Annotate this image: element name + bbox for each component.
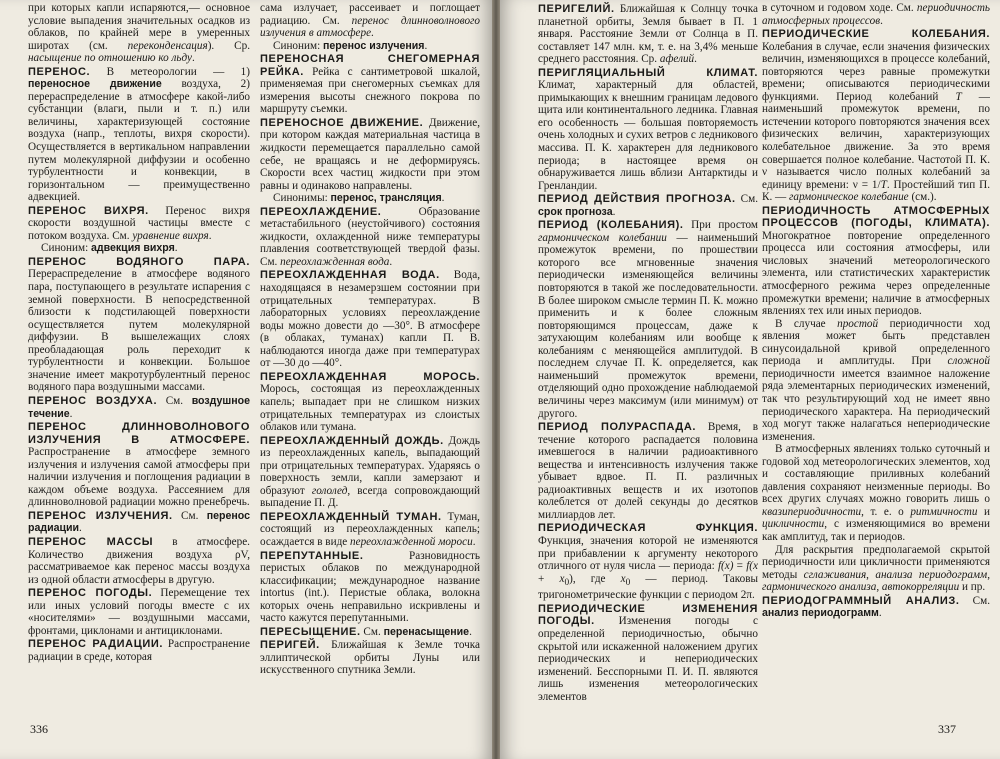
dictionary-entry: в суточном и годовом ходе. См. периодичность атмосферных процессов. (762, 2, 990, 27)
dictionary-entry: при которых капли испаряются,— основное условие выпадения значительных осадков из облаков, по крайней мере в умеренных широтах (см. переконденсация). Ср. насыщение по отношению ко льду. (28, 2, 250, 65)
dictionary-entry: Для раскрытия предполагаемой скрытой периодичности или цикличности применяются методы сглаживания, анализа периодограмм, гармонического анализа, автокорреляции и пр. (762, 543, 990, 594)
dictionary-entry: ПЕРЕПУТАННЫЕ. Разновидность перистых облаков по международной классификации; международное название intortus (int.). Перистые облака, волокна которых очень неправильно искривлены и часто кажутся перепутанными. (260, 549, 480, 625)
dictionary-entry: ПЕРЕОХЛАЖДЕННАЯ МОРОСЬ. Морось, состоящая из переохлажденных капель; выпадает при не слишком низких отрицательных температурах из слоистых облаков или тумана. (260, 370, 480, 434)
dictionary-entry: ПЕРИГЛЯЦИАЛЬНЫЙ КЛИМАТ. Климат, характерный для областей, примыкающих к внешним границам ледового щита или континентального ледника. Главная его особенность — большая повторяемость очень холодных и сухих ветров с ледникового массива. П. К. характерен для ледникового периода; в настоящее время он обнаруживается лишь вблизи Антарктиды и Гренландии. (538, 66, 758, 192)
dictionary-entry: ПЕРЕНОС ДЛИННОВОЛНОВОГО ИЗЛУЧЕНИЯ В АТМОСФЕРЕ. Распространение в атмосфере земного излучения и излучения самой атмосферы при наличии излучения и поглощения радиации в каждом объеме воздуха. Рассеянием для длинноволновой радиации можно пренебречь. (28, 421, 250, 509)
dictionary-entry: ПЕРИГЕЙ. Ближайшая к Земле точка эллиптической орбиты Луны или искусственного спутника Земли. (260, 639, 480, 677)
right-page (500, 0, 1000, 759)
dictionary-entry: ПЕРИОД (КОЛЕБАНИЯ). При простом гармоническом колебании — наименьший промежуток времени, по прошествии которого все мгновенные значения периодически изменяющейся величины повторяются в такой же последовательности. В более широком смысле термин П. К. можно применить и к более сложным повторяющимся процессам, даже к затухающим колебаниям или вообще к колебаниям с меняющейся амплитудой. В последнем случае П. К. определяется, как наименьший промежуток времени, отделяющий одно прохождение наблюдаемой величины через максимум (или минимум) от другого. (538, 219, 758, 420)
left-page-column-1 (28, 2, 250, 663)
dictionary-entry: ПЕРИОД ПОЛУРАСПАДА. Время, в течение которого распадается половина имевшегося в наличии радиоактивного вещества и интенсивность излучения также убывает вдвое. П. П. различных радиоактивных веществ и их изотопов колеблется от долей секунды до десятков миллиардов лет. (538, 421, 758, 521)
page-number-right: 337 (938, 722, 956, 736)
dictionary-entry: ПЕРИОДОГРАММНЫЙ АНАЛИЗ. См. анализ периодограмм. (762, 594, 990, 620)
dictionary-entry: ПЕРЕНОС МАССЫ в атмосфере. Количество движения воздуха ρV, рассматриваемое как перенос массы воздуха из одной области атмосферы в другую. (28, 535, 250, 586)
dictionary-entry: ПЕРИОД ДЕЙСТВИЯ ПРОГНОЗА. См. срок прогноза. (538, 193, 758, 218)
dictionary-entry: ПЕРЕНОСНОЕ ДВИЖЕНИЕ. Движение, при котором каждая материальная частица в жидкости перемещается параллельно самой себе, не вращаясь и не деформируясь. Скорости всех частиц жидкости при этом равны и одинаково направлены. (260, 116, 480, 192)
dictionary-entry: Синоним: адвекция вихря. (41, 242, 178, 255)
dictionary-entry: ПЕРЕОХЛАЖДЕННАЯ ВОДА. Вода, находящаяся в незамерзшем состоянии при отрицательных температурах. В лабораторных условиях переохлаждение воды можно довести до —30°. В атмосфере (в облаках, туманах) капли П. В. наблюдаются иногда даже при температурах от —30 до —40°. (260, 269, 480, 370)
book-gutter (492, 0, 500, 759)
right-page-column-2 (762, 2, 990, 620)
dictionary-entry: ПЕРЕОХЛАЖДЕННЫЙ ТУМАН. Туман, состоящий из переохлажденных капель; осаждается в виде переохлажденной мороси. (260, 510, 480, 548)
dictionary-entry: Синонимы: перенос, трансляция. (273, 192, 445, 205)
page-number-left: 336 (30, 722, 48, 736)
dictionary-entry: сама излучает, рассеивает и поглощает радиацию. См. перенос длинноволнового излучения в атмосфере. (260, 2, 480, 40)
dictionary-entry: ПЕРЕОХЛАЖДЕНИЕ. Образование метастабильного (неустойчивого) состояния жидкости, охлажденной ниже температуры плавления соответствующей твердой фазы. См. переохлажденная вода. (260, 205, 480, 268)
dictionary-entry: ПЕРЕОХЛАЖДЕННЫЙ ДОЖДЬ. Дождь из переохлажденных капель, выпадающий при отрицательных температурах. Ударяясь о поверхность земли, капли замерзают и образуют гололед, всегда сопровождающий выпадение П. Д. (260, 434, 480, 510)
dictionary-entry: ПЕРЕНОС ИЗЛУЧЕНИЯ. См. перенос радиации. (28, 509, 250, 535)
dictionary-entry: ПЕРЕНОС ВОДЯНОГО ПАРА. Перераспределение в атмосфере водяного пара, поступающего в результате испарения с земной поверхности. В непосредственной близости к подстилающей поверхности осуществляется путем молекулярной диффузии. В вышележащих слоях преобладающая роль переходит к турбулентности и конвекции. Большое значение имеет макротурбулентный перенос водяного пара воздушными массами. (28, 255, 250, 394)
dictionary-entry: ПЕРИГЕЛИЙ. Ближайшая к Солнцу точка планетной орбиты, Земля бывает в П. 1 января. Расстояние Земли от Солнца в П. составляет 147 млн. км, т. е. на 3,4% меньше среднего расстояния. Ср. афелий. (538, 3, 758, 66)
dictionary-entry: ПЕРЕНОСНАЯ СНЕГОМЕРНАЯ РЕЙКА. Рейка с сантиметровой шкалой, применяемая при снегомерных съемках для измерения высоты снежного покрова по маршруту съемки. (260, 53, 480, 116)
dictionary-entry: ПЕРЕНОС РАДИАЦИИ. Распространение радиации в среде, которая (28, 638, 250, 663)
right-page-column-1 (538, 2, 758, 703)
dictionary-entry: ПЕРЕНОС ВОЗДУХА. См. воздушное течение. (28, 394, 250, 420)
dictionary-entry: ПЕРИОДИЧЕСКИЕ ИЗМЕНЕНИЯ ПОГОДЫ. Изменения погоды с определенной периодичностью, обычно скрытой или искаженной наложением других периодических и непериодических изменений. Бесспорными П. И. П. являются лишь изменения метеорологических элементов (538, 602, 758, 703)
dictionary-entry: В случае простой периодичности ход явления может быть представлен синусоидальной кривой определенного периода и амплитуды. При сложной периодичности имеется взаимное наложение ряда элементарных периодических изменений, так что результирующий ход не имеет явно периодического характера. На периодический ход могут также налагаться непериодические изменения. (762, 317, 990, 443)
dictionary-entry: ПЕРЕНОС ПОГОДЫ. Перемещение тех или иных условий погоды вместе с их «носителями» — воздушными массами, фронтами, циклонами и антициклонами. (28, 587, 250, 637)
dictionary-entry: ПЕРИОДИЧЕСКИЕ КОЛЕБАНИЯ. Колебания в случае, если значения физических величин, изменяющихся в процессе колебаний, повторяются через равные промежутки времени; описываются периодическими функциями. Период колебаний T — наименьший промежуток времени, по истечении которого повторяются значения всех физических величин, характеризующих колебательное движение. За это время совершается полное колебание. Частотой П. К. ν называется число полных колебаний за единицу времени: ν = 1/T. Простейший тип П. К. — гармоническое колебание (см.). (762, 28, 990, 204)
left-page-column-2 (260, 2, 480, 677)
dictionary-entry: ПЕРИОДИЧНОСТЬ АТМОСФЕРНЫХ ПРОЦЕССОВ (ПОГОДЫ, КЛИМАТА). Многократное повторение определенного процесса или состояния атмосферы, или числовых значений метеорологического элемента, или статистических характеристик атмосферного режима через определенные промежутки времени; наличие в атмосферных явлениях тех или иных периодов. (762, 204, 990, 318)
dictionary-entry: Синоним: перенос излучения. (273, 39, 428, 52)
dictionary-entry: ПЕРИОДИЧЕСКАЯ ФУНКЦИЯ. Функция, значения которой не изменяются при прибавлении к аргументу некоторого отличного от нуля числа — периода: $f(x) = f(x + x_0)$, где $x_0$ — период. Таковы тригонометрические функции с периодом 2π. (538, 522, 758, 602)
dictionary-entry: ПЕРЕНОС ВИХРЯ. Перенос вихря скорости воздушной частицы вместе с потоком воздуха. См. уравнение вихря. (28, 204, 250, 242)
dictionary-entry: ПЕРЕНОС. В метеорологии — 1) переносное движение воздуха, 2) перераспределение в атмосфере какой-либо субстанции (влаги, пыли и т. п.) или величины, характеризующей состояние воздуха (напр., теплоты, вихря скорости). Осуществляется в вертикальном направлении путем молекулярной диффузии и особенно турбулентности и конвекции, в горизонтальном — преимущественно адвекцией. (28, 65, 250, 204)
dictionary-entry: В атмосферных явлениях только суточный и годовой ход метеорологических элементов, ход и составляющие приливных колебаний давления сохраняют неизменные периоды. Во всех других случаях можно говорить лишь о квазипериодичности, т. е. о ритмичности и цикличности, с изменяющимися во времени как амплитуд, так и периодов. (762, 443, 990, 543)
dictionary-entry: ПЕРЕСЫЩЕНИЕ. См. перенасыщение. (260, 625, 472, 638)
left-page (0, 0, 492, 759)
